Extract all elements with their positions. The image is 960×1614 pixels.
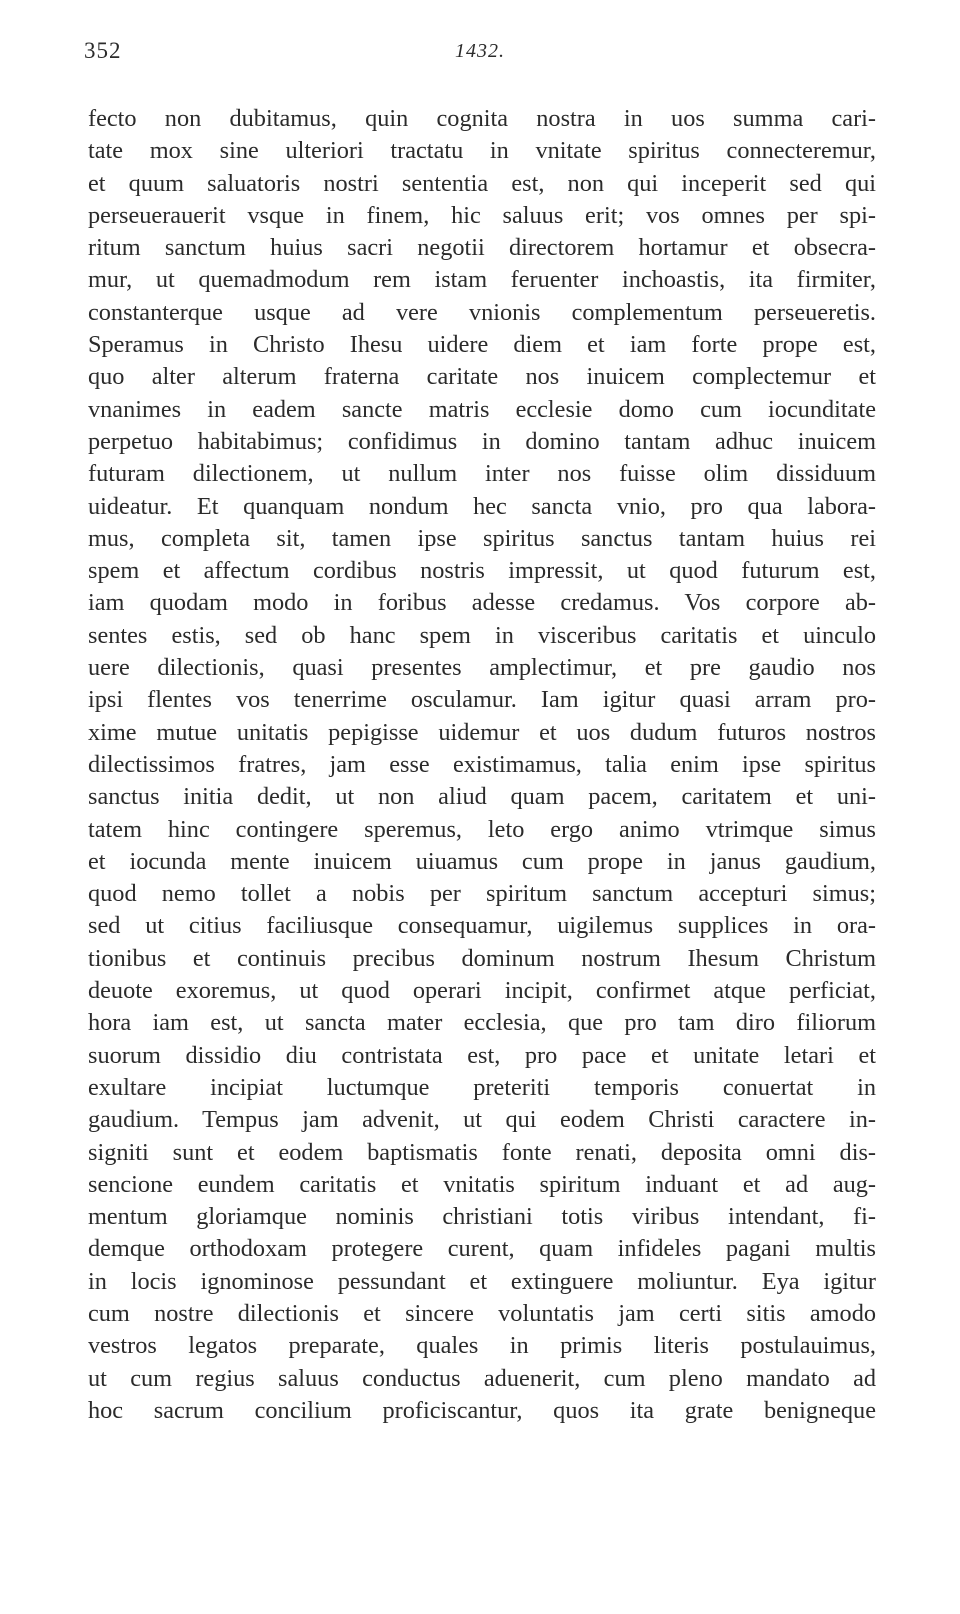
text-line: ritum sanctum huius sacri negotii directorem hortamur et obsecra-	[88, 234, 876, 262]
text-line: perpetuo habitabimus; confidimus in domino tantam adhuc inuicem	[88, 427, 876, 455]
body-text	[88, 103, 876, 1427]
text-line: sencione eundem caritatis et vnitatis spiritum induant et ad aug-	[88, 1170, 876, 1198]
text-line: vestros legatos preparate, quales in primis literis postulauimus,	[88, 1332, 876, 1360]
text-line: perseuerauerit vsque in finem, hic saluus erit; vos omnes per spi-	[88, 201, 876, 229]
text-line: quod nemo tollet a nobis per spiritum sanctum accepturi simus;	[88, 880, 876, 908]
text-line: fecto non dubitamus, quin cognita nostra in uos summa cari-	[88, 105, 876, 132]
text-line: quo alter alterum fraterna caritate nos inuicem complectemur et	[88, 363, 876, 391]
text-line: demque orthodoxam protegere curent, quam infideles pagani multis	[88, 1235, 876, 1263]
text-line: constanterque usque ad vere vnionis complementum perseueretis.	[88, 298, 876, 326]
text-line: signiti sunt et eodem baptismatis fonte renati, deposita omni dis-	[88, 1138, 876, 1166]
text-line: futuram dilectionem, ut nullum inter nos fuisse olim dissiduum	[88, 460, 876, 488]
text-line: in locis ignominose pessundant et extinguere moliuntur. Eya igitur	[88, 1267, 876, 1295]
running-title: 1432.	[455, 40, 505, 62]
text-line: suorum dissidio diu contristata est, pro pace et unitate letari et	[88, 1041, 876, 1069]
text-line: et iocunda mente inuicem uiuamus cum prope in janus gaudium,	[88, 847, 876, 875]
text-line: mur, ut quemadmodum rem istam feruenter inchoastis, ita firmiter,	[88, 266, 876, 294]
text-line: hora iam est, ut sancta mater ecclesia, que pro tam diro filiorum	[88, 1009, 876, 1037]
text-line: mentum gloriamque nominis christiani totis viribus intendant, fi-	[88, 1203, 876, 1231]
text-line: sed ut citius faciliusque consequamur, uigilemus supplices in ora-	[88, 912, 876, 940]
text-line: sentes estis, sed ob hanc spem in visceribus caritatis et uinculo	[88, 621, 876, 649]
text-line: et quum saluatoris nostri sententia est, non qui inceperit sed qui	[88, 169, 876, 197]
text-line: uere dilectionis, quasi presentes amplectimur, et pre gaudio nos	[88, 654, 876, 682]
text-line: sanctus initia dedit, ut non aliud quam pacem, caritatem et uni-	[88, 783, 876, 811]
text-line: xime mutue unitatis pepigisse uidemur et uos dudum futuros nostros	[88, 718, 876, 746]
text-line: cum nostre dilectionis et sincere voluntatis jam certi sitis amodo	[88, 1299, 876, 1327]
text-line: Speramus in Christo Ihesu uidere diem et iam forte prope est,	[88, 331, 876, 359]
page-header	[0, 38, 960, 78]
text-line: tatem hinc contingere speremus, leto ergo animo vtrimque simus	[88, 815, 876, 843]
text-line: vnanimes in eadem sancte matris ecclesie domo cum iocunditate	[88, 395, 876, 423]
text-line: ut cum regius saluus conductus aduenerit, cum pleno mandato ad	[88, 1364, 876, 1392]
text-line: deuote exoremus, ut quod operari incipit, confirmet atque perficiat,	[88, 977, 876, 1005]
text-line: gaudium. Tempus jam advenit, ut qui eodem Christi caractere in-	[88, 1106, 876, 1134]
text-line: hoc sacrum concilium proficiscantur, quos ita grate benigneque	[88, 1396, 876, 1424]
text-line: mus, completa sit, tamen ipse spiritus sanctus tantam huius rei	[88, 524, 876, 552]
text-line: ipsi flentes vos tenerrime osculamur. Iam igitur quasi arram pro-	[88, 686, 876, 714]
text-line: tate mox sine ulteriori tractatu in vnitate spiritus connecteremur,	[88, 137, 876, 165]
text-line: tionibus et continuis precibus dominum nostrum Ihesum Christum	[88, 944, 876, 972]
page-number: 352	[84, 38, 122, 63]
text-line: iam quodam modo in foribus adesse credamus. Vos corpore ab-	[88, 589, 876, 617]
text-line: uideatur. Et quanquam nondum hec sancta vnio, pro qua labora-	[88, 492, 876, 520]
text-line: spem et affectum cordibus nostris impressit, ut quod futurum est,	[88, 557, 876, 585]
text-line: dilectissimos fratres, jam esse existimamus, talia enim ipse spiritus	[88, 750, 876, 778]
text-line: exultare incipiat luctumque preteriti temporis conuertat in	[88, 1073, 876, 1101]
